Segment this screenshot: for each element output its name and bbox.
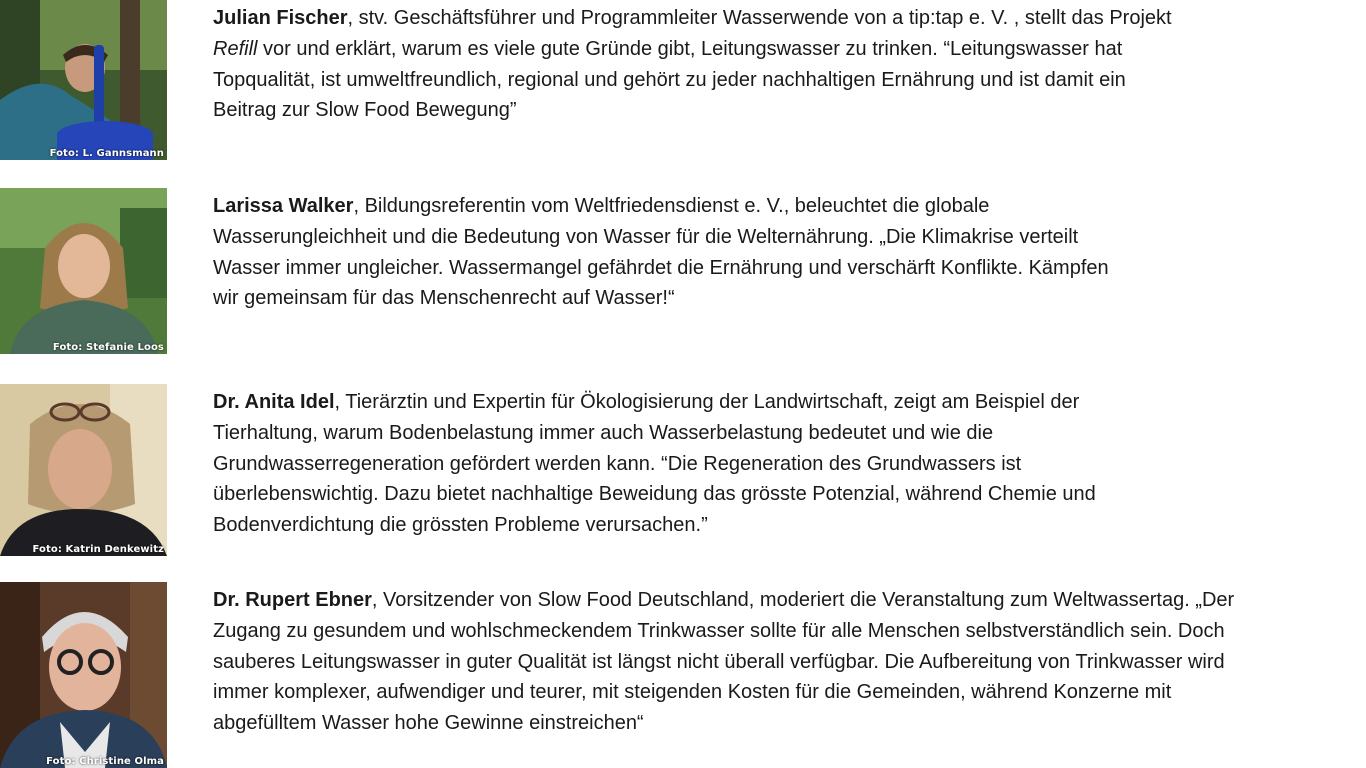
speaker-photo	[0, 0, 167, 160]
bio-line: wir gemeinsam für das Menschenrecht auf Wasser!“	[213, 287, 675, 310]
bio-line: überlebenswichtig. Dazu bietet nachhaltige Beweidung das grösste Potenzial, während Chemie und	[213, 483, 1096, 506]
bio-line: Wasserungleichheit und die Bedeutung von Wasser für die Welternährung. „Die Klimakrise verteilt	[213, 225, 1079, 248]
bio-line: Zugang zu gesundem und wohlschmeckendem Trinkwasser sollte für alle Menschen selbstverständlich sein. Doch	[213, 619, 1225, 642]
bio-line: Grundwasserregeneration gefördert werden kann. “Die Regeneration des Grundwassers ist	[213, 452, 1022, 475]
speaker-name: Dr. Rupert Ebner	[213, 589, 372, 611]
bio-line: vor und erklärt, warum es viele gute Gründe gibt, Leitungswasser zu trinken. “Leitungswasser hat	[257, 37, 1123, 60]
bio-line: Topqualität, ist umweltfreundlich, regional und gehört zu jeder nachhaltigen Ernährung und ist damit ein	[213, 68, 1126, 91]
bio-line: Bodenverdichtung die grössten Probleme verursachen.”	[213, 514, 708, 537]
photo-credit: Foto: Stefanie Loos	[52, 342, 164, 353]
speaker-photo	[0, 384, 167, 556]
photo-credit: Foto: L. Gannsmann	[49, 148, 164, 159]
speaker-name: Dr. Anita Idel	[213, 391, 335, 413]
speaker-photo	[0, 188, 167, 354]
speaker-bio	[213, 191, 1109, 314]
photo-credit: Foto: Katrin Denkewitz	[32, 544, 164, 555]
project-name-refill: Refill	[213, 37, 258, 60]
speaker-rupert-ebner	[0, 582, 1366, 768]
bio-line: , Vorsitzender von Slow Food Deutschland, moderiert die Veranstaltung zum Weltwassertag. „Der	[371, 589, 1235, 611]
bio-line: , Tierärztin und Expertin für Ökologisierung der Landwirtschaft, zeigt am Beispiel der	[334, 391, 1080, 413]
speaker-bio	[213, 585, 1234, 739]
bio-line: sauberes Leitungswasser in guter Qualität ist längst nicht überall verfügbar. Die Aufbereitung von Trinkwasser wird	[213, 650, 1225, 673]
bio-line: , Bildungsreferentin vom Weltfriedensdienst e. V., beleuchtet die globale	[353, 195, 990, 217]
speaker-name: Larissa Walker	[213, 195, 354, 217]
photo-credit: Foto: Christine Olma	[46, 756, 164, 767]
speaker-photo	[0, 582, 167, 768]
speaker-bio	[213, 387, 1096, 541]
bio-line: immer komplexer, aufwendiger und teurer, mit steigenden Kosten für die Gemeinden, während Konzerne mit	[213, 681, 1172, 704]
speaker-bio	[213, 3, 1172, 126]
bio-line: Tierhaltung, warum Bodenbelastung immer auch Wasserbelastung bedeutet und wie die	[213, 421, 994, 444]
speaker-name: Julian Fischer	[213, 7, 348, 29]
speaker-anita-idel	[0, 384, 1366, 556]
bio-line: abgefülltem Wasser hohe Gewinne einstreichen“	[213, 712, 644, 735]
bio-line: Wasser immer ungleicher. Wassermangel gefährdet die Ernährung und verschärft Konflikte. Kämpfen	[213, 256, 1109, 279]
bio-line: Beitrag zur Slow Food Bewegung”	[213, 99, 517, 122]
bio-line: , stv. Geschäftsführer und Programmleiter Wasserwende von a tip:tap e. V. , stellt das Projekt	[347, 7, 1172, 29]
speaker-julian-fischer	[0, 0, 1366, 160]
speaker-larissa-walker	[0, 188, 1366, 354]
